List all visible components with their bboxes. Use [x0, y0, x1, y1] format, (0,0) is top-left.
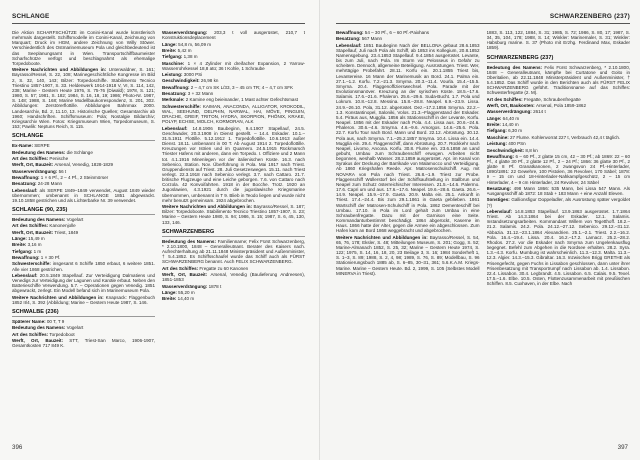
field-label: Weitere Nachrichten und Abbildungen in:: [336, 234, 430, 240]
ship-entry-heading: SCHWARZENBERG: [162, 229, 305, 237]
field-value: 00 T, T 9: [46, 319, 65, 325]
entry-field: [162, 97, 305, 102]
field-label: Bedeutung des Namens:: [12, 325, 67, 331]
entry-field: [12, 217, 155, 222]
field-label: Art des Schiffes:: [12, 155, 50, 161]
entry-field: [12, 223, 155, 228]
right-column-1: [336, 30, 480, 438]
field-label: Lebenslauf:: [336, 42, 364, 48]
field-value: Bayrasso/Ressel, S. 187; Bilzer: Torpedoboote. Stabilimento Tecnico Triestino 1857-1907, S. 23; Marine – Gestern Heute 1980, S. 94; 1986, S. 15; 1987, S. 6, 45, 130, 133, 146.: [162, 204, 305, 225]
field-label: Werft, Ort, Bauzeit:: [12, 162, 55, 168]
field-label: Breite:: [12, 242, 28, 248]
field-label: Wasserverdrängung:: [162, 30, 215, 35]
entry-field: [487, 109, 631, 114]
entry-field: [162, 85, 305, 90]
field-label: Maschine:: [162, 60, 188, 66]
field-label: Sonstiges:: [486, 197, 512, 203]
entry-field: [12, 143, 155, 148]
field-value: 2 Kamine eng beieinander, 1 Mast achter Gefechtsmast: [185, 97, 298, 103]
field-label: Besatzung:: [12, 181, 38, 187]
entry-field: [12, 319, 155, 324]
field-label: Werft, Ort, Bauzeit:: [12, 338, 70, 344]
entry-field: [487, 97, 631, 102]
field-value: Bayrasso/Ressel, S. 54, 65, 76, 178; Eksler, S. 48; Mitteilungen Museum, S. 201; Gogg, S. 52; Marine-Almanach 1852, S. 25, 32; Marine – Gestern Heute 1974, S. 122; 1975, S. 14, 16, 18, 20, 23 Beilage 3, S. 16; 1984 Sonderheft 1, S. 1–3, S. 89; 1988, S. 2, 4, 98; 1989, S. 76, S. 89; Modellbau, S. 96 Stationierungsbuch 1885 ab, S. 6–85, 30–31, 361; 5.6.K.A.M. Kriegs-Marine. Marine – Gestern Heute. Bd. 2, 1999, S. 105 (Selbstes Modell MINERVA in Triest).: [336, 234, 480, 276]
entry-field: [162, 61, 305, 71]
field-value: Torpedoboot: [49, 331, 75, 337]
field-value: 567 Mann: [361, 36, 383, 42]
entry-field: [487, 116, 631, 121]
field-value: Arsenal, Venedig (Baulieferung Andreesen), 1851-1853: [162, 272, 305, 283]
field-value: 3 + 32 Mann: [187, 91, 214, 97]
field-value: 6,30 m: [508, 128, 523, 134]
entry-field: [487, 135, 631, 140]
field-label: Weitere Nachrichten und Abbildungen in:: [12, 294, 106, 300]
field-value: 1878 t: [208, 283, 222, 289]
entry-field: [162, 48, 305, 53]
entry-field: [162, 296, 305, 301]
field-value: 1883, S. 113, 122, 1884, S. 31; 1985, S. 72; 1986, S. 80, 17; 1987, S. 34, 35, 104, 178; 1988, S. 14; Winkler: Marinemaler, S. 31; Winkler: Habsburg marine. S. 37 (Photo mit Erzhg. Ferdinand Max, Eskader 1859).: [486, 30, 630, 51]
field-label: Art des Schiffes:: [12, 331, 50, 337]
field-label: Maschine:: [486, 134, 510, 140]
entry-field: [12, 67, 155, 129]
field-label: Tiefgang:: [12, 248, 34, 254]
field-value: 26,98 kn: [200, 78, 219, 84]
field-label: Bewaffnung:: [12, 174, 41, 180]
field-value: 54,8 m, 56,09 m: [178, 41, 212, 47]
field-label: Weitere Nachrichten und Abbildungen in:: [162, 204, 254, 210]
field-label: Bedeutung des Namens:: [12, 149, 67, 155]
field-label: Schwesterschiffe:: [162, 103, 203, 109]
field-label: Geschwindigkeit:: [162, 78, 201, 84]
entry-field: [12, 261, 155, 271]
field-value: 1 × 6 Pf., 2 – 4 Pf., 2 Steinmörser: [40, 174, 109, 180]
left-column-2: [162, 30, 305, 438]
field-value: insgesamt 6 Schiffe 1850 erbaut, 6 weitere 1851. Alle vier 1868 gestrichen.: [12, 261, 155, 272]
field-label: Leistung:: [486, 141, 509, 147]
field-value: Gallionsfigur Doppeladler, als Ausrüstung später vergoldet (?): [486, 197, 630, 208]
field-value: 1 m: [33, 248, 42, 254]
field-label: Lebenslauf:: [162, 125, 193, 131]
field-value: 498 Mann 1866: 535 Mann, bei Lissa 547 Mann. Als Ausgangsschiff ab 1872: 18 Stab + 183 Mann + eine Anzahl Eleven.: [486, 185, 630, 197]
field-value: Arsenal, Pola 1859-1862: [535, 103, 586, 109]
field-value: 203,3 t voll ausgerüstet, 210,7 t Konstruktionsdeplacement: [162, 30, 305, 41]
field-label: Wasserverdrängung:: [486, 109, 534, 115]
field-label: Breite:: [486, 122, 503, 128]
entry-field: [487, 122, 631, 127]
entry-field: [336, 235, 480, 276]
entry-field: [162, 54, 305, 59]
entry-field: [12, 325, 155, 330]
entry-field: [12, 156, 155, 161]
ship-entry-heading: SCHWARZENBERG (237): [487, 55, 631, 63]
field-label: Breite:: [162, 296, 178, 302]
entry-field: [336, 30, 480, 35]
field-value: 3,16 m: [27, 242, 42, 248]
field-value: 20.5.1849 Stapellauf. Zur Verteidigung Dalmatiens und Venedigs zur Verteidigung der Lagunen und Kanäle erbaut. Neben den Batterieschiffe Verwendung. 5.7. – Operationen gegen Venedig. 1851 abgewrackt, zerlegt. Ein Modell befand sich im Marinemuseum Pola.: [12, 272, 155, 294]
entry-field: [162, 204, 305, 225]
field-value: 1,38 m: [183, 54, 198, 60]
entry-field: [487, 128, 631, 133]
field-value: 2 – 4,7 cm SK L/33, 3 – 45 cm TR; 4 – 4,7 cm SFK: [190, 84, 294, 90]
field-value: Familienname; Felix Fürst Schwarzenberg, * 2.10.1800, 1848 – Generalleutnant. Berater des Kaisers nach. Aufrechterhaltung ab 21.11.1848 Ministerpräsident und Außenminister, † 5.4.1852. Es Schiffsschaufel wurde das Schiff auch als FÜRST SCHWARZENBERG benannt. Auch FELIX SCHWARZENBERG.: [162, 238, 305, 265]
entry-field: [162, 78, 305, 83]
field-value: 14.8.1853 Stapellauf. 13.9.1863 ausgerüstet. 1.7.1864 Triest. Ab 14.3.1864 bei der Eskader. 12.1. Salamis. Instandsetzungsarbeiten. Kommandant Willem von Tegetthoff. 18.2.–21.2. Salamis. 24.2. Pola. 24.12.–27.12. Sebenico. 29.12.–31.12. Abbazia. 31.12.–23.1.1864 Alexandrien. 25.1.–2.1. Triest. 2.2.–16.2. Pola. 16.4.–19.4. Lissa. 20.4. 16.2.–17.2. Lamacz. 25.2.–28.2. Rhodos. 27.2. vor die Eskader nach Smyrna zum Ungelenkausflug begegnet. Befehl zum Abgehen in die Nordsee erhalten. 28.2. Syra. 1.3.–4.3. Korfu. Mumburg ist wahrscheinlich. 11.3.–12.3. Malta. 11.3.–12.3. Algier. 14.3.–15.3. Gibraltar. 16.3. Inzwischen Brigg GRETHE als Prisengefecht, gegen Fuchs in Lissabon geschlossen, dann unter ihrer Prisenbesatzung mit Transportrumpf nach Lissabon ab. 1.4. Lissabon. 22.4. Lissabon. 30.4. Legbrandt. 4.5. Lissabon. 6.5. Calais. 9.5. Texel. 17.5.–1.6. Elbe. 10.5. Osten, Flottenzusammenarbeit mit preußischen Schiffen. 8.5. Cuxhaven, in der Elbe. Nach: [486, 208, 630, 287]
field-label: Lebenslauf:: [486, 208, 515, 214]
field-label: Besatzung:: [336, 36, 362, 42]
field-value: 14,40 m: [502, 122, 519, 128]
field-value: 5,42 m: [177, 47, 192, 53]
field-label: Werft, Ort, Bauzeit:: [162, 272, 211, 278]
field-value: Vogelart: [66, 325, 84, 331]
entry-field: [162, 290, 305, 295]
field-value: Unterwaldner, S. 161; Bayrasso/Ressel, S. 22, 108; Marinegeschichtliche Kongresse im Bild 2, S. 32, 140, 143; Bilzer: Torpedoschiffe. Stabilimento Tecnico Triestino 1857-1907, S. 33. Heldenwerk 1914-1918 V, VI, S. 114, 142, 238; Marine - Gestern Heute 1976, S. 75-76 (Diwald); 1978, S. 121; 1980, S. 57; 1981, S. 182; 1984, S. 16, 18, 19; 1986; Photo-Nr. 1987, S. 148; 1988, S. 168; Marine Modellbaukorrespondenz, S. 201, 302. Abbildungen: Zerstörerflottille. Abbildungen Bahnmax 2000. Landesarchiv, Bd. 2, 11.10, 13. Historische Quellen; Gesamtarchiv ab 1960; Handschriften. Schiffsmuseum: Pola; Nostalgie Bildarchiv; Kriegsarchiv Wien. Fotos: Kriegsmuseum Wien, Torpedomuseum, S. 153; Pawlik: Neptuns Reich, S. 115.: [12, 67, 155, 129]
entry-field: [162, 266, 305, 271]
entry-field: [12, 332, 155, 337]
entry-field: [12, 230, 155, 235]
field-label: Besatzung:: [486, 185, 514, 191]
field-label: Lebenslauf:: [12, 272, 40, 278]
field-label: Art des Schiffes:: [12, 223, 50, 229]
field-value: Vogelart: [66, 217, 84, 223]
field-value: 15,49 m: [28, 236, 45, 242]
entry-field: [487, 209, 631, 286]
field-value: Arsenal, Venedig, 1828-1829: [54, 162, 114, 168]
body-text: [12, 30, 155, 66]
field-label: Bedeutung des Namens:: [486, 64, 545, 70]
ship-entry-heading: SCHWALBE (236): [12, 309, 155, 317]
entry-field: [487, 141, 631, 146]
field-value: 24-28 Mann: [37, 181, 63, 187]
field-label: Bewaffnung:: [486, 153, 516, 159]
field-value: 8,8 kn: [525, 147, 538, 153]
entry-field: [12, 338, 155, 348]
page-number-right: 397: [617, 444, 628, 451]
field-value: STT, Triest-San Marco, 1906-1907, Gesamtkosten 717 849 K.: [12, 338, 155, 349]
entry-field: [336, 36, 480, 41]
field-value: als SERPE 1849–1849 verwendet, August 1849 wieder übernommen; umbenannt in SCHLANGE 1851 abgewrackt. 19.10.1858 gestrichen und als Lichterbarke Nr. 39 verwendet.: [12, 187, 155, 203]
field-value: 14,40 m: [177, 296, 195, 302]
field-label: Späterer Name:: [12, 319, 47, 325]
field-label: Ex-Name:: [12, 143, 35, 149]
field-label: Merkmale:: [162, 97, 186, 103]
running-head-right: SCHWARZENBERG (237): [336, 13, 630, 24]
field-value: 64,40 m: [502, 115, 520, 121]
field-label: Bedeutung des Namens:: [162, 238, 218, 244]
field-value: Fregatte, Schraubenfregatte: [523, 96, 581, 102]
right-column-2: [487, 30, 631, 438]
field-label: Bewaffnung:: [336, 30, 365, 35]
left-column-1: [12, 30, 155, 438]
field-value: 1851 Baubeginn Nach der BELLONA gebaut 28.6.1853 Stapellauf, Juli nach Pola als Schiff, ab 1853 ins Kollegium, 20.8.1852 Namensgebung. 23.4.1853 Stapellauf. 9.4.1854 ausgerüstet. Levante, bis zum Juli, nach Pola. Im Sturm vor Pelosseus in Gefahr zu scheitern. Dennoch, allgemeine Beteiligung. Ausrüstungen. Triest. Wer, mehrtägige Probefahrt. 28.11. Korfu ein. 20.1.1855 Triest bis, Levantereise. 16 Mann der Marinemusik an Bord. 24.1. Palma ein. 27.1.–1.2. Korfu. 7.2.–21.3. Smyrna. 20.3.–11.4. Vourla. 15.4.–15.5. Smyrna. 20.4. Flaggenoffizierswechsel. Pola. Parade mit der Evolutionsmanöver. Kreuzung an der syrischen Küste. 18.5.–17.6. Salamis. 17.6.–21.6. Phaleron. 25.6.–29.6. Suda-Bucht. 1.7. Pola und Lokrum. 10.8.–12.8. Messina. 15.8.–28.8. Neapel. 6.9.–23.9. Lissa. 24.9.–26.10. Pola, 31.12. abgerüstet. Dez.–17.2.1856 Smyrna. 22.2.–1.3. Konstantinopel, Saloniki, Volos. 21.3.–Flaggenstand der Eskader. 5.4. Piräus aus, Mugglia. 1856 als Stationsschiff in der Levante, Korfu. Neapel. 1856 mit der Eskader nach Pola. 4.4. Lissa aus. 20.6.–24.6. Phaleron. 30.6.–4.6. Smyrna. 4.6.–9.6. Amorgos. 14.6.–25.6. Pola. 22.7. Korfu Tour nach Bord. Mann und Bord. 22.12. Abrüstung. 30.12. Pola aus, nach Smyrna. 7.1.–25.2.1857 Smyrna. 10.4. Lissa ein. 14.4. Mugglia ein. 29.4. Flaggenschiff, dann Abrüstung. 20.7. Rückkehr nach Neapel, Livorno, Ancona. Korfu. 30.8. Flume ein. 23.6.1858 an Land gebuht, Umbau zum Schraubenschiff erwogen. Arbeiten nicht begonnen, weshalb Wasser. 28.2.1859 ausgerüstet. Apr. im Kanal von Syrakus der Deckung der Barrikade von Malamocco und Verteidigung. Ab 1860 Kriegshafen Reede. Apr. Matrosenschulschiff. Aug. mit NOVARA von Pola nach Triest. 26.8.–1.9. Triest zur Probe. Flaggenschiff Wüllerstorf bei der Schiffsaufstellung in Stallbrun und Neapel zum Schutz österreichischer Interessen. 21.5.–14.6. Palermo. 17.6. Capri um und aus. 17.6.–17.6. Neapel. 19.6.–28.6. Gaeta. 26.6.–14.9. Neapel. 15.9.–17.9. Gaeta. 20.9. Malta ein. 25.1. Ankunft in Triest. 17.4.–24.4. Bis zum 29.1.1861 in Gaeta geblieben. 1861 Wartschiff der Matrosen-Schulschiff in Pola. 1862 Dementeschiff bei Umbau. 17.10. in Pola im Lord gehalt zum Umbau in eine Schraubenfregatte. Dazu mit der Garnison eine Seite. Kommandanturbestimmt beschädigt. 1864 abgerückt, Kaserne im Haus. 1866 hatte der Alter, gegen die Armee ein abgeschlossen. Zum Hafen kam an Bord 1868 weggebracht und abgebrochen.: [336, 42, 480, 234]
field-label: Weitere Nachrichten und Abbildungen in:: [12, 67, 109, 73]
entry-field: [12, 236, 155, 241]
entry-field: [162, 72, 305, 77]
field-value: SERPE: [34, 143, 50, 149]
field-value: 1 × 4 Zylinder mit dreifacher Expansion, 2 Yarrow-Wasserrohrkessel 18,8 atü; 36 t Kohle, 1 Schraube: [162, 60, 305, 71]
field-value: 27 Flume. Kohlenvorrat 227 t, Verbrauch 42,4 t täglich.: [510, 134, 621, 140]
entry-field: [162, 272, 305, 282]
field-value: Die Aktion SCHARFSCHÜTZE im Conini-Kanal wurde künstlerisch mehrmals dargestellt. Schiffsmodelle im Conini-Kanal, Zeichnung von Marquart; Druck im HGM, andere Zeichnung von Willy Stöwer. Verschiedentlich des Ostmarinemuseum Pola und gleichbedeutend ist das Seeplanungsamt in Wien. Transportschiffbaumeister Scharfschütze verfügt und beschlagnahmt als ehemalige Torpedoboote.: [12, 30, 155, 66]
field-label: Wasserverdrängung:: [12, 168, 59, 174]
field-value: 6 – 60 Pf., 2 glatte 15 cm, 42 – 30 Pf.; ab 1869: 22 – 60 Pf., 4 glatte 30 Pf., 2 glatte 12 Pf., 2 – 24 Pf.; 1866: 36 glatte 30 Pf., 2 glatte 8 Pf. Granatkanonen, 2 zwangsvon 24 Pf.-Hinterlader, 1890/1891: 22 Gewehre, 100 Pistolen, 36 Revolver, 170 Säbel; 1878: 9 – 15 cm und 18-Hinterlader-Nahkampfgeschütz, 2 – 15 cm Hinterlader, 4 – 9 cm Hinterlader, 24 Revolver, 24 Säbel: [486, 153, 630, 185]
field-label: Art des Schiffes:: [486, 96, 524, 102]
left-page-columns: [12, 30, 305, 438]
entry-field: [487, 103, 631, 108]
field-label: Schwesterschiffe:: [12, 261, 53, 267]
field-value: 56 t: [58, 168, 67, 174]
field-value: 3000 PSi: [183, 72, 203, 78]
field-value: die Schlange: [66, 149, 93, 155]
entry-field: [12, 181, 155, 186]
field-label: Leistung:: [162, 72, 184, 78]
field-label: Lebenslauf:: [12, 187, 40, 193]
field-value: 400 PSn: [508, 141, 526, 147]
field-label: Wasserverdrängung:: [162, 283, 209, 289]
field-label: Tiefgang:: [486, 128, 509, 134]
field-value: Penische: [49, 155, 69, 161]
field-value: KAIMAN, ANACONDA, ALLIGATOR, KROKODIL, WAL, SEEHUND, DELPHIN, NARWAL, HAI, MÖVE, PINGUIN, DRACHE, GREIF, TRITON, HYDRA, SKORPION, PHÖNIX, KRAKE, POLYP, ECHSE, MOLCH, KORMORAN, ALK: [162, 103, 305, 125]
entry-field: [487, 154, 631, 185]
running-head-left: SCHLANGE: [12, 13, 305, 24]
entry-field: [487, 65, 631, 96]
ship-entry-heading: SCHLANGE: [12, 133, 155, 141]
page-number-left: 396: [12, 444, 23, 451]
field-label: Länge:: [162, 41, 179, 47]
field-label: Werft, Ort, Baukosten:: [486, 103, 536, 109]
field-value: Fregatte zu 60 Kanonen: [199, 265, 249, 271]
entry-field: [12, 169, 155, 174]
right-page: [320, 0, 640, 460]
entry-field: [12, 255, 155, 260]
entry-field: [12, 242, 155, 247]
field-label: Länge:: [12, 236, 29, 242]
field-value: 2614 t: [533, 109, 546, 115]
entry-field: [162, 126, 305, 203]
field-label: Besatzung:: [162, 91, 188, 97]
field-label: Art des Schiffes:: [162, 265, 200, 271]
entry-field: [487, 186, 631, 196]
field-value: Felix Fürst Schwarzenberg, * 2.10.1800, 1848 – Generalleutnant, kämpfte bei Curtatone und Goito in Oberitalien, ab 22.11.1848 Ministerpräsident und Außenminister, † 5.4.1852. Das Schiff wurde in den Berichten auch als FÜRST FELIX SCHWARZENBERG geführt. Traditionsname auf das Schiffes: Schwesterfregatte (2. M).: [486, 64, 630, 96]
entry-field: [336, 43, 480, 234]
field-value: 14.8.1906 Baubeginn, 9.4.1907 Stapellauf, 24.5. Geschwader, 20.3.1908 in Dienst gestellt. – 14.4. Eskader. 10.1.–31.5.1911 Flottille. 5.12.1912 1. Torpedoflottille. 10.6.1913 außer Dienst. 18.11. umbenannt in 00 T. Ab August 1914 2. Torpedoflottille. Kreuzungen vor Istrien und im Quarnero. 24.5.1915 Rückmarsch Triester Hafens mit anderen, dann ein Torpedo. I. Offiziere und 2 Mann tot. 4.1.1916 Minenlegen vor der italienischen Küste. 16.3. nach Sebenico, Station. Nov. Überführung in Pola. Mai 1917 nach Triest. Gruppendiensts auf Triest. 28. Juli Gesetzeswegen. 15.11. nach Triest verlegt. 22.3.1918 nach Sebenico verlegt. 3.7. nach Cattaro. 21.7. britische Flugzeuge und eine Leiche geborgen. 7.6. von Cattaro nach Corzola. 42 Konvoifahrten. 1918 in der Bocche. Trotz. 1920 an Jugoslawien, 4.3.1921 durch die jugoslawische Kriegsmarine übernommen, umbenannt in T 9. Blieb in Teodo liegen und wurde nicht mehr benutzt gemeinsam. 1924 abgebrochen.: [162, 125, 305, 203]
entry-field: [12, 249, 155, 254]
entry-field: [162, 91, 305, 96]
entry-field: [12, 295, 155, 305]
entry-field: [162, 239, 305, 265]
entry-field: [487, 197, 631, 207]
field-label: Geschwindigkeit:: [486, 147, 526, 153]
entry-field: [12, 175, 155, 180]
field-value: Kanonenjolle: [49, 223, 76, 229]
entry-field: [487, 148, 631, 153]
entry-field: [162, 42, 305, 47]
right-page-columns: [336, 30, 630, 438]
entry-field: [162, 30, 305, 40]
field-value: 54 – 30 Pf., 6 – 60 Pf.-Paixhans: [364, 30, 429, 35]
field-label: Länge:: [486, 115, 503, 121]
entry-field: [12, 273, 155, 294]
entry-field: [12, 188, 155, 203]
field-label: Breite:: [162, 47, 178, 53]
field-label: Bewaffnung:: [162, 84, 191, 90]
entry-field: [12, 162, 155, 167]
field-label: Bewaffnung:: [12, 255, 41, 261]
field-value: Triest, 1849: [54, 229, 79, 235]
field-label: Bedeutung des Namens:: [12, 217, 67, 223]
field-label: Werft, Ort, Bauzeit:: [12, 229, 55, 235]
entry-field: [162, 104, 305, 125]
entry-field: [12, 150, 155, 155]
entry-field: [162, 284, 305, 289]
field-label: Tiefgang:: [162, 54, 184, 60]
field-label: Länge:: [162, 289, 179, 295]
field-value: Knapsack: Flaggenbuch 1852 II/4, S. 392 (Abbildung; Marine – Gestern Heute 1987, S. 146.: [12, 294, 155, 305]
field-value: 1 × 30 Pf.: [40, 255, 61, 261]
ship-entry-heading: SCHLANGE (90, 235): [12, 207, 155, 215]
body-text: [487, 30, 631, 51]
field-value: 55,20 m: [178, 289, 195, 295]
